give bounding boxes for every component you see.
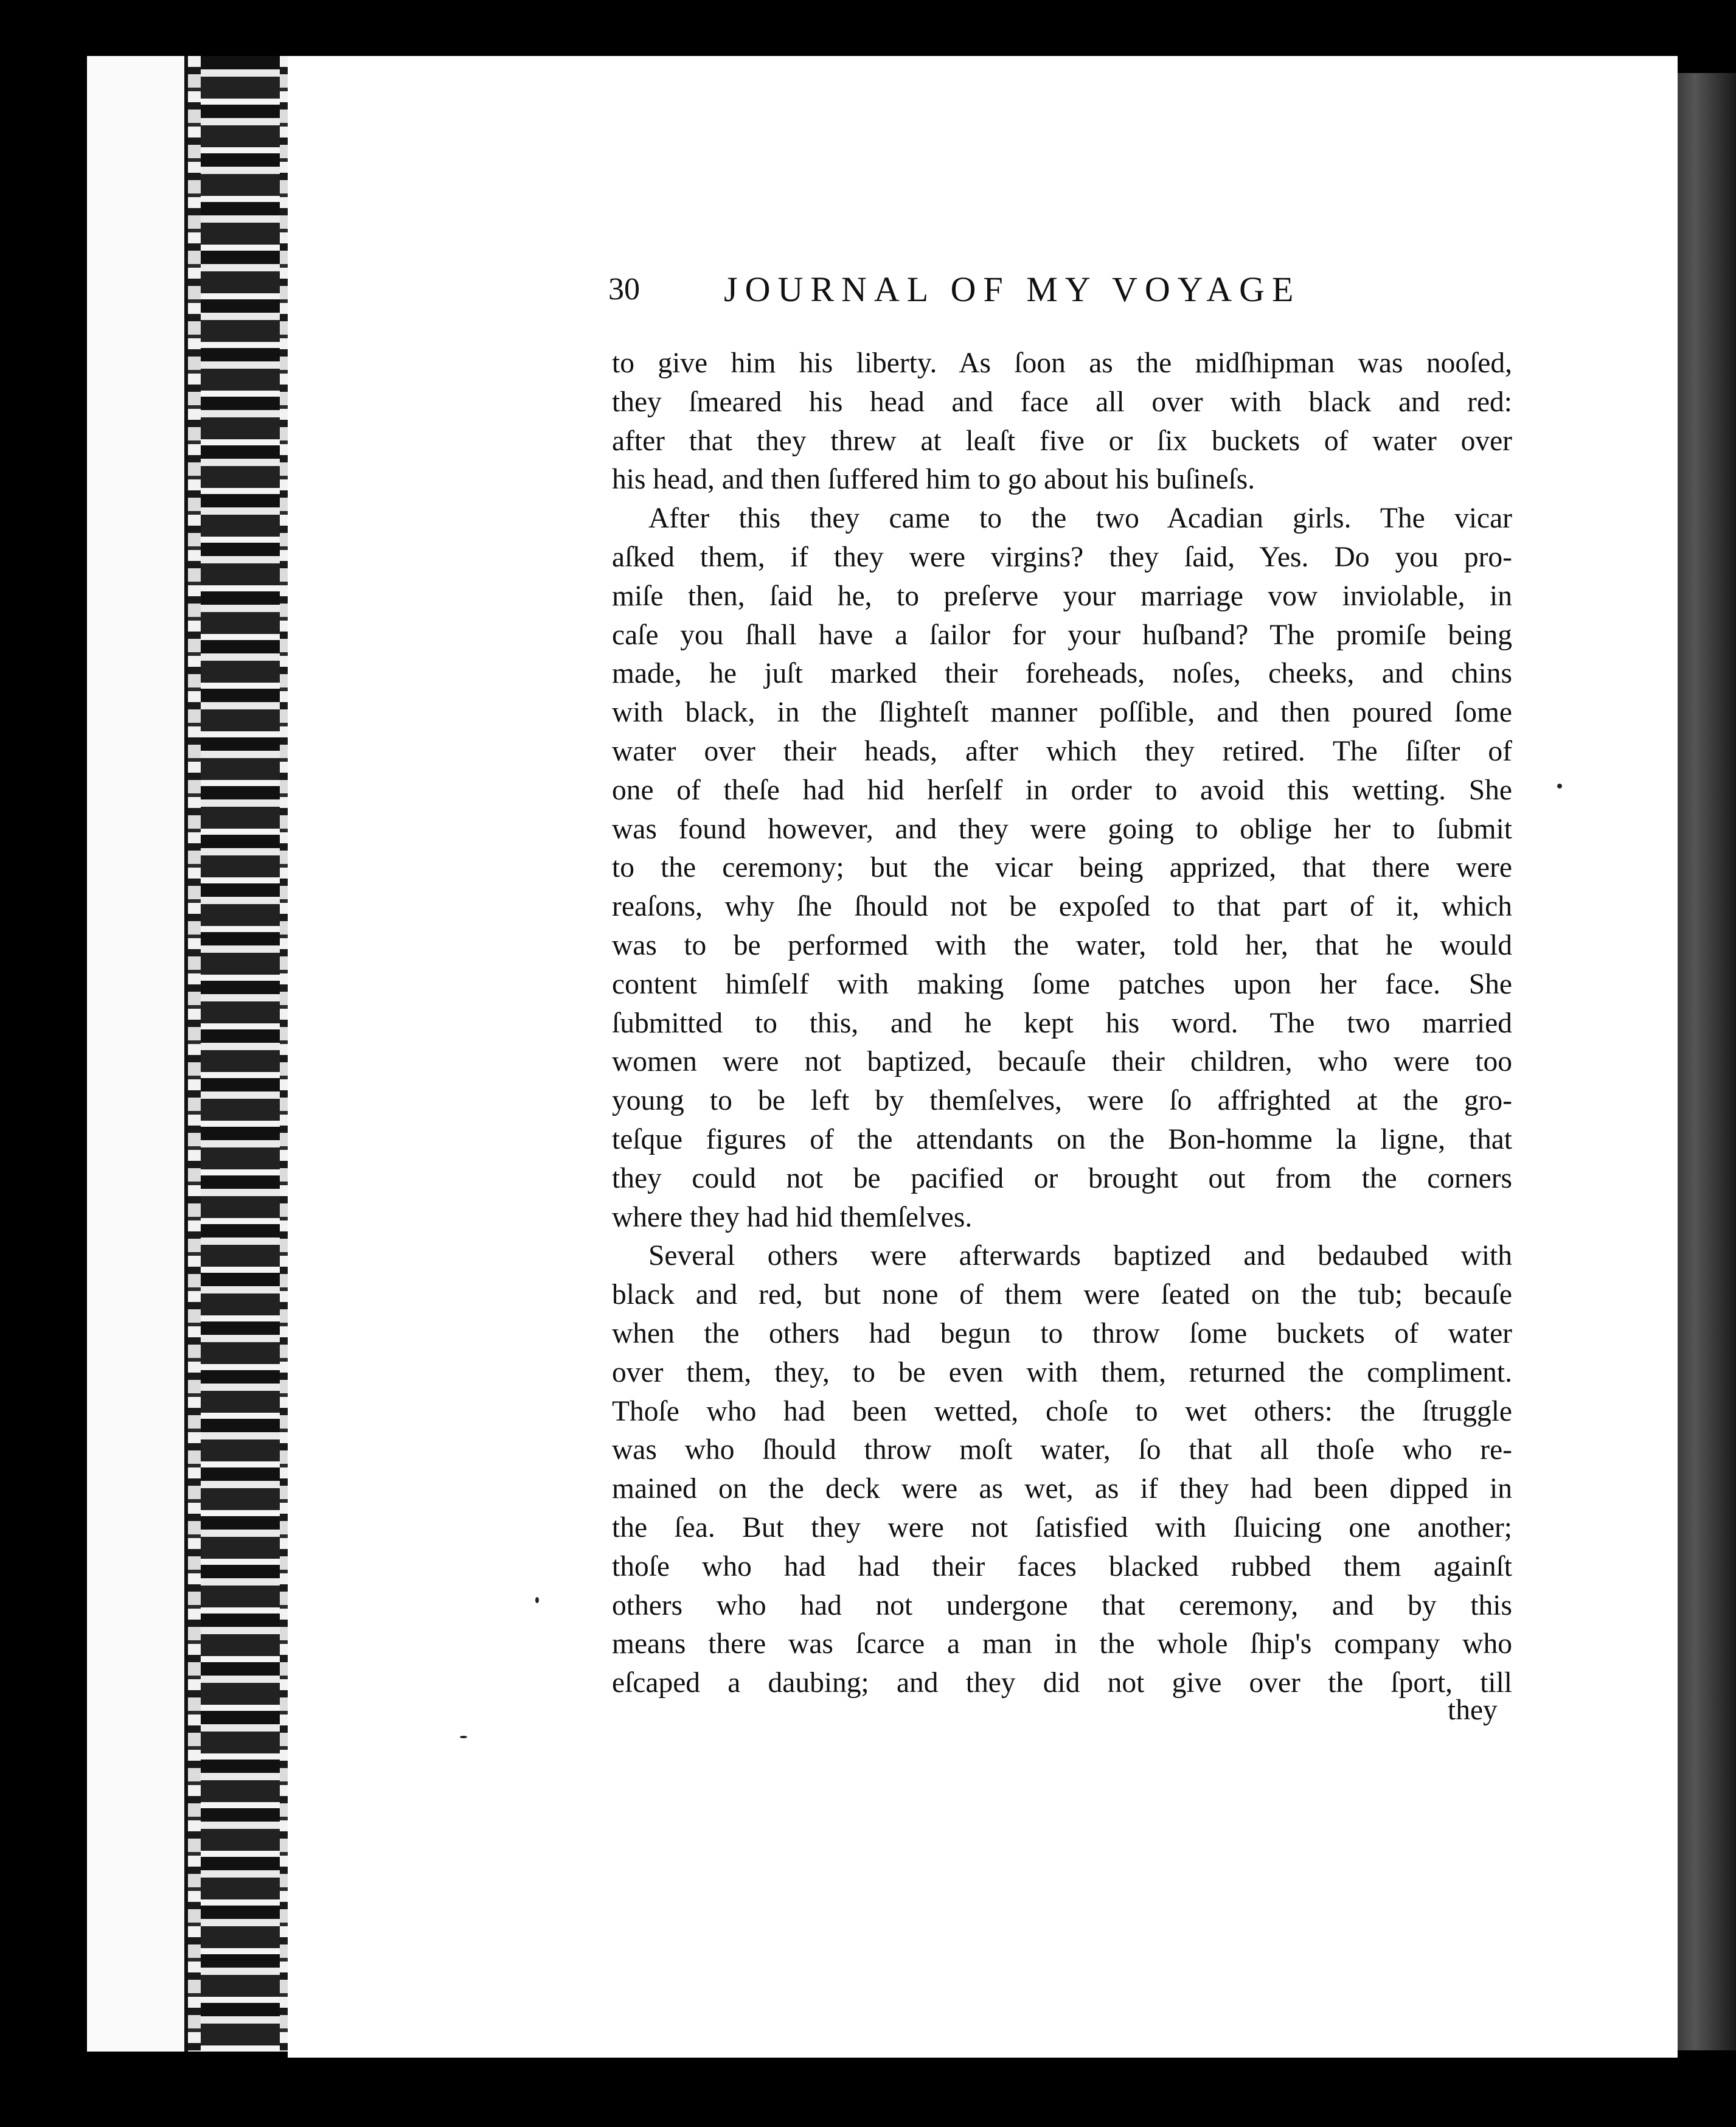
- text-line: was who ſhould throw moſt water, ſo that all thoſe who re-: [612, 1434, 1512, 1466]
- text-line: young to be left by themſelves, were ſo affrighted at the gro-: [612, 1085, 1512, 1117]
- text-line: Several others were afterwards baptized and bedaubed with: [648, 1240, 1512, 1272]
- text-line: the ſea. But they were not ſatisfied with ſluicing one another;: [612, 1511, 1512, 1544]
- text-line: over them, they, to be even with them, returned the compliment.: [612, 1356, 1512, 1388]
- catchword: they: [1448, 1694, 1498, 1726]
- print-speck: [535, 1597, 539, 1603]
- text-line: thoſe who had had their faces blacked rubbed them againſt: [612, 1550, 1512, 1582]
- text-line: made, he juſt marked their foreheads, noſes, cheeks, and chins: [612, 658, 1512, 690]
- text-line: after that they threw at leaſt five or ſix buckets of water over: [612, 425, 1512, 457]
- text-line: to the ceremony; but the vicar being apprized, that there were: [612, 852, 1512, 884]
- gutter-shadow: [201, 56, 280, 2052]
- text-line: when the others had begun to throw ſome buckets of water: [612, 1317, 1512, 1349]
- text-line: water over their heads, after which they retired. The ſiſter of: [612, 735, 1512, 767]
- text-line: ſubmitted to this, and he kept his word. The two married: [612, 1007, 1512, 1039]
- text-line: reaſons, why ſhe ſhould not be expoſed to that part of it, which: [612, 891, 1512, 923]
- text-line: one of theſe had hid herſelf in order to avoid this wetting. She: [612, 774, 1512, 806]
- text-line: to give him his liberty. As ſoon as the midſhipman was nooſed,: [612, 347, 1512, 379]
- text-line: they could not be pacified or brought out from the corners: [612, 1162, 1512, 1194]
- running-title: JOURNAL OF MY VOYAGE: [724, 270, 1301, 309]
- text-line: where they had hid themſelves.: [612, 1201, 973, 1233]
- text-line: women were not baptized, becauſe their children, who were too: [612, 1046, 1512, 1078]
- text-line: was to be performed with the water, told her, that he would: [612, 929, 1512, 961]
- text-line: Thoſe who had been wetted, choſe to wet others: the ſtruggle: [612, 1395, 1512, 1427]
- text-line: aſked them, if they were virgins? they ſaid, Yes. Do you pro-: [612, 541, 1512, 573]
- page-number: 30: [608, 272, 640, 307]
- text-line: content himſelf with making ſome patches upon her face. She: [612, 968, 1512, 1000]
- text-line: caſe you ſhall have a ſailor for your huſband? The promiſe being: [612, 619, 1512, 651]
- text-line: eſcaped a daubing; and they did not give over the ſport, till: [612, 1667, 1512, 1699]
- text-line: was found however, and they were going to oblige her to ſubmit: [612, 813, 1512, 845]
- text-line: After this they came to the two Acadian girls. The vicar: [648, 503, 1512, 535]
- text-line: they ſmeared his head and face all over with black and red:: [612, 386, 1512, 418]
- print-speck: [1557, 784, 1562, 788]
- body-text: [612, 344, 1512, 1703]
- text-line: mained on the deck were as wet, as if they had been dipped in: [612, 1473, 1512, 1505]
- text-line: black and red, but none of them were ſeated on the tub; becauſe: [612, 1279, 1512, 1311]
- running-head: [608, 271, 1521, 326]
- text-line: his head, and then ſuffered him to go about his buſineſs.: [612, 464, 1255, 496]
- text-line: teſque figures of the attendants on the Bon-homme la ligne, that: [612, 1123, 1512, 1155]
- print-speck: [460, 1736, 467, 1738]
- text-line: miſe then, ſaid he, to preſerve your marriage vow inviolable, in: [612, 580, 1512, 612]
- text-line: others who had not undergone that ceremony, and by this: [612, 1589, 1512, 1621]
- facing-page-margin: [87, 56, 188, 2052]
- text-line: means there was ſcarce a man in the whole ſhip's company who: [612, 1628, 1512, 1660]
- text-line: with black, in the ſlighteſt manner poſſible, and then poured ſome: [612, 697, 1512, 729]
